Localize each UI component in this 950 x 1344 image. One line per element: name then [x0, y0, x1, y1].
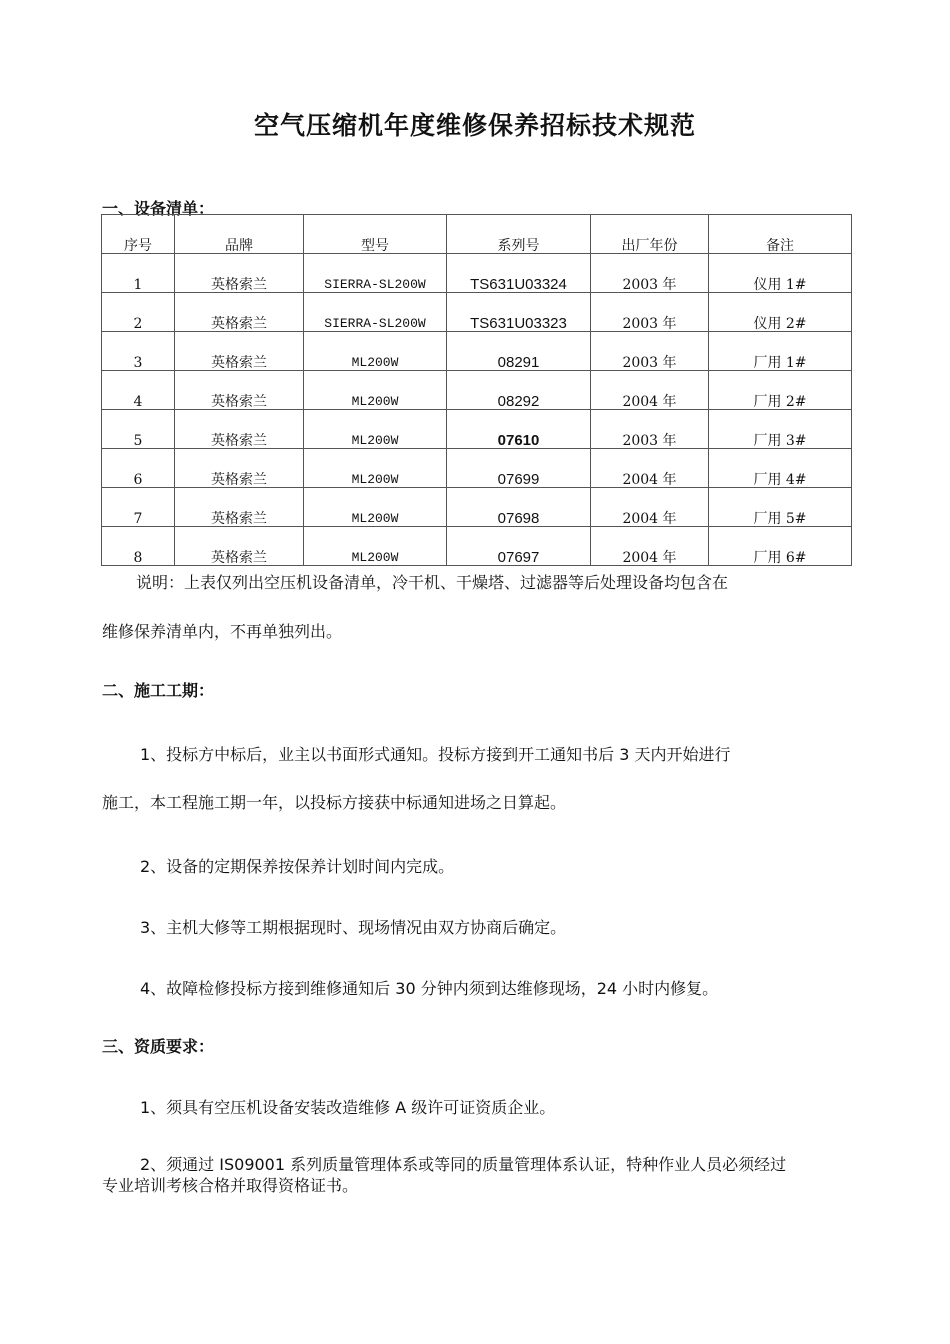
cell-model: ML200W: [304, 410, 447, 449]
cell-index: 4: [102, 371, 175, 410]
schedule-item2: 2、设备的定期保养按保养计划时间内完成。: [140, 857, 455, 876]
qualification-item2-line1: 2、须通过 IS09001 系列质量管理体系或等同的质量管理体系认证，特种作业人员必须经过: [140, 1155, 787, 1174]
cell-serial: TS631U03324: [447, 254, 591, 293]
header-cell: 序号: [102, 215, 175, 254]
cell-model: SIERRA-SL200W: [304, 254, 447, 293]
cell-brand: 英格索兰: [175, 371, 304, 410]
cell-index: 2: [102, 293, 175, 332]
cell-remark: 厂用 4#: [709, 449, 852, 488]
schedule-item3: 3、主机大修等工期根据现时、现场情况由双方协商后确定。: [140, 918, 567, 937]
cell-model: ML200W: [304, 488, 447, 527]
header-cell: 型号: [304, 215, 447, 254]
cell-serial: TS631U03323: [447, 293, 591, 332]
cell-model: SIERRA-SL200W: [304, 293, 447, 332]
cell-brand: 英格索兰: [175, 410, 304, 449]
document-title: 空气压缩机年度维修保养招标技术规范: [253, 111, 696, 140]
table-row: [102, 332, 852, 371]
cell-remark: 厂用 3#: [709, 410, 852, 449]
cell-remark: 厂用 2#: [709, 371, 852, 410]
cell-year: 2003 年: [591, 254, 709, 293]
schedule-item4: 4、故障检修投标方接到维修通知后 30 分钟内须到达维修现场，24 小时内修复。: [140, 979, 719, 998]
cell-serial: 07697: [447, 527, 591, 566]
cell-year: 2004 年: [591, 371, 709, 410]
cell-model: ML200W: [304, 371, 447, 410]
cell-year: 2004 年: [591, 527, 709, 566]
section-heading-schedule: 二、施工工期：: [102, 681, 215, 700]
cell-index: 3: [102, 332, 175, 371]
table-row: [102, 449, 852, 488]
table-note-line2: 维修保养清单内，不再单独列出。: [102, 622, 343, 641]
cell-index: 5: [102, 410, 175, 449]
cell-remark: 仪用 2#: [709, 293, 852, 332]
cell-remark: 仪用 1#: [709, 254, 852, 293]
cell-brand: 英格索兰: [175, 527, 304, 566]
cell-serial: 07699: [447, 449, 591, 488]
cell-serial: 08292: [447, 371, 591, 410]
table-row: [102, 254, 852, 293]
cell-index: 1: [102, 254, 175, 293]
qualification-item1: 1、须具有空压机设备安装改造维修 A 级许可证资质企业。: [140, 1098, 556, 1117]
cell-index: 6: [102, 449, 175, 488]
qualification-item2-line2: 专业培训考核合格并取得资格证书。: [102, 1176, 359, 1195]
cell-remark: 厂用 1#: [709, 332, 852, 371]
section-heading-qualification: 三、资质要求：: [102, 1037, 215, 1056]
schedule-item1-line1: 1、投标方中标后，业主以书面形式通知。投标方接到开工通知书后 3 天内开始进行: [140, 745, 731, 764]
cell-brand: 英格索兰: [175, 449, 304, 488]
cell-year: 2003 年: [591, 410, 709, 449]
cell-brand: 英格索兰: [175, 488, 304, 527]
table-row: [102, 527, 852, 566]
header-cell: 系列号: [447, 215, 591, 254]
table-header-row: [102, 215, 852, 254]
section-heading-equipment: 一、设备清单：: [102, 199, 215, 218]
equipment-table: [101, 214, 852, 566]
cell-brand: 英格索兰: [175, 293, 304, 332]
table-row: [102, 410, 852, 449]
cell-brand: 英格索兰: [175, 254, 304, 293]
cell-serial: 07698: [447, 488, 591, 527]
table-row: [102, 293, 852, 332]
table-note-line1: 说明：上表仅列出空压机设备清单，冷干机、干燥塔、过滤器等后处理设备均包含在: [136, 573, 729, 592]
cell-index: 8: [102, 527, 175, 566]
schedule-item1-line2: 施工，本工程施工期一年，以投标方接获中标通知进场之日算起。: [102, 793, 567, 812]
header-cell: 出厂年份: [591, 215, 709, 254]
table-row: [102, 371, 852, 410]
header-cell: 备注: [709, 215, 852, 254]
cell-remark: 厂用 6#: [709, 527, 852, 566]
cell-index: 7: [102, 488, 175, 527]
cell-serial: 07610: [447, 410, 591, 449]
cell-model: ML200W: [304, 449, 447, 488]
cell-brand: 英格索兰: [175, 332, 304, 371]
cell-model: ML200W: [304, 332, 447, 371]
header-cell: 品牌: [175, 215, 304, 254]
cell-serial: 08291: [447, 332, 591, 371]
cell-year: 2004 年: [591, 449, 709, 488]
cell-year: 2004 年: [591, 488, 709, 527]
cell-year: 2003 年: [591, 332, 709, 371]
cell-year: 2003 年: [591, 293, 709, 332]
table-row: [102, 488, 852, 527]
cell-model: ML200W: [304, 527, 447, 566]
cell-remark: 厂用 5#: [709, 488, 852, 527]
